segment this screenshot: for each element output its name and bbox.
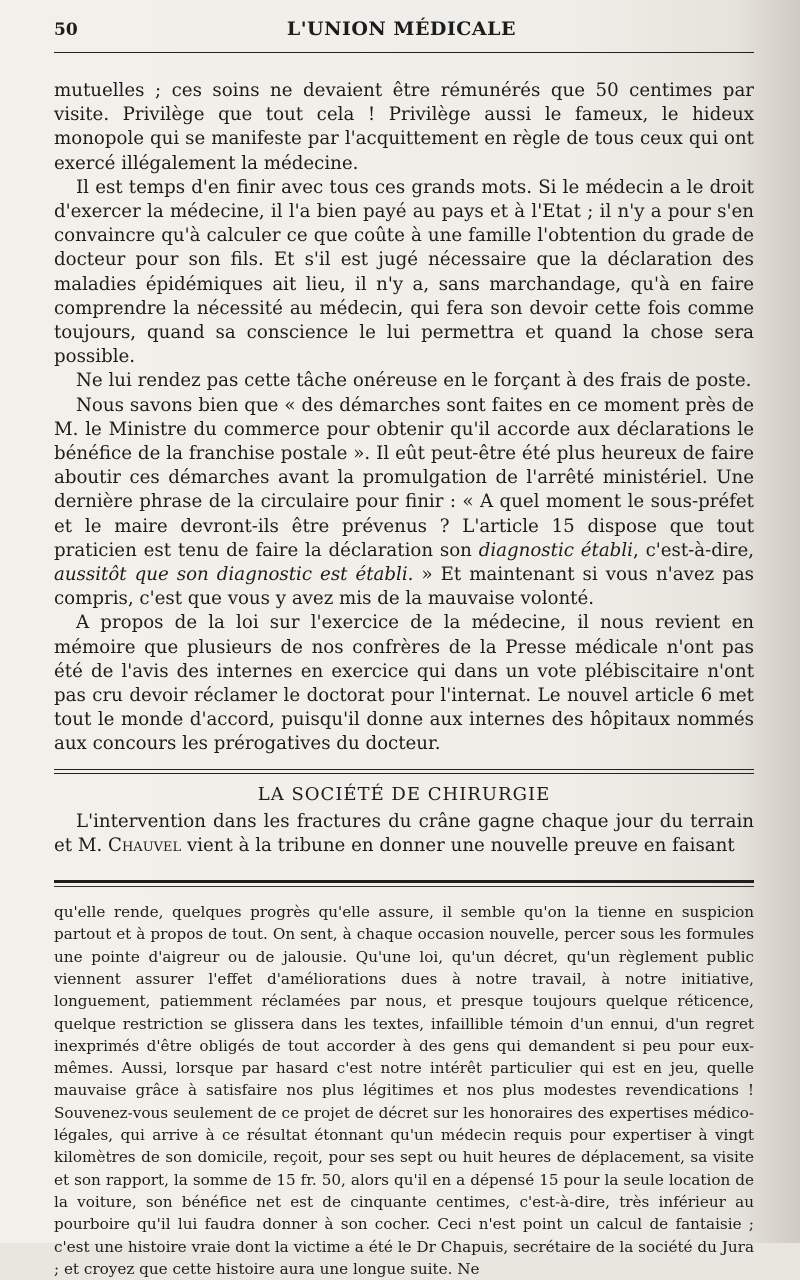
- paragraph-4-part-b: , c'est-à-dire,: [632, 539, 754, 561]
- paragraph-1: mutuelles ; ces soins ne devaient être rémunérés que 50 centimes par visite. Privilège que tout cela ! Privilège aussi le fameux, le hideux monopole qui se manifeste par l'acquittement en règle de tous ceux qui ont exercé illégalement la médecine.: [54, 80, 754, 174]
- paragraph-4-part-a: Nous savons bien que « des démarches sont faites en ce moment près de M. le Ministre du commerce pour obtenir qu'il accorde aux déclarations le bénéfice de la franchise postale ». Il eût peut-être été plus heureux de faire aboutir ces démarches avant la promulgation de l'arrêté ministériel. Une dernière phrase de la circulaire pour finir : « A quel moment le sous-préfet et le maire devront-ils être prévenus ? L'article 15 dispose que tout praticien est tenu de faire la déclaration son: [54, 394, 754, 561]
- paragraph-5: A propos de la loi sur l'exercice de la médecine, il nous revient en mémoire que plusieurs de nos confrères de la Presse médicale n'ont pas été de l'avis des internes en exercice qui dans un vote plébiscitaire n'ont pas cru devoir réclamer le doctorat pour l'internat. Le nouvel article 6 met tout le monde d'accord, puisqu'il donne aux internes des hôpitaux nommés aux concours les prérogatives du docteur.: [54, 612, 754, 755]
- paragraph-2: Il est temps d'en finir avec tous ces grands mots. Si le médecin a le droit d'exercer la médecine, il l'a bien payé au pays et à l'Etat ; il n'y a pour s'en convaincre qu'à calculer ce que coûte à une famille l'obtention du grade de docteur pour son fils. Et s'il est jugé nécessaire que la déclaration des maladies épidémiques ait lieu, il n'y a, sans marchandage, qu'à en faire comprendre la nécessité au médecin, qui fera son devoir cette fois comme toujours, quand sa conscience le lui permettra et quand la chose sera possible.: [54, 176, 754, 368]
- paragraph-4: [54, 394, 754, 612]
- journal-title: L'UNION MÉDICALE: [286, 18, 516, 40]
- footnote: [54, 901, 754, 1280]
- section-body: [54, 810, 754, 858]
- footnote-text: qu'elle rende, quelques progrès qu'elle assure, il semble qu'on la tienne en suspicion partout et à propos de tout. On sent, à chaque occasion nouvelle, percer sous les formules une pointe d'aigreur ou de jalousie. Qu'une loi, qu'un décret, qu'un règlement public viennent assurer l'effet d'améliorations dues à notre travail, à notre initiative, longuement, patiemment réclamées par nous, et presque toujours quelque réticence, quelque restriction se glissera dans les textes, infaillible témoin d'un ennui, d'un regret inexprimés d'être obligés de tout accorder à des gens qui demandent si peu pour eux-mêmes. Aussi, lorsque par hasard c'est notre intérêt particulier qui est en jeu, quelle mauvaise grâce à satisfaire nos plus légitimes et nos plus modestes revendications ! Souvenez-vous seulement de ce projet de décret sur les honoraires des expertises médico-légales, qui arrive à ce résultat étonnant qu'un médecin requis pour expertiser à vingt kilomètres de son domicile, reçoit, pour ses sept ou huit heures de déplacement, sa visite et son rapport, la somme de 15 fr. 50, alors qu'il en a dépensé 15 pour la seule location de la voiture, son bénéfice net est de cinquante centimes, c'est-à-dire, très inférieur au pourboire qu'il lui faudra donner à son cocher. Ceci n'est point un calcul de fantaisie ; c'est une histoire vraie dont la victime a été le Dr Chapuis, secrétaire de la société du Jura ; et croyez que cette histoire aura une longue suite. Ne: [54, 903, 754, 1278]
- header-rule: [54, 52, 754, 53]
- page-number: 50: [54, 20, 78, 40]
- section-paragraph-1-part-a: L'intervention dans les fractures du crâne gagne chaque jour du terrain et M.: [54, 810, 754, 856]
- paragraph-4-italic-2: aussitôt que son diagnostic est établi.: [54, 564, 414, 586]
- page-header: [54, 18, 754, 48]
- section-paragraph-1: [54, 810, 754, 858]
- author-name: Chauvel: [108, 834, 182, 856]
- section-paragraph-1-part-b: vient à la tribune en donner une nouvelle preuve en faisant: [181, 834, 735, 856]
- main-article: [54, 79, 754, 757]
- paragraph-4-italic-1: diagnostic établi: [478, 539, 633, 561]
- section-title: LA SOCIÉTÉ DE CHIRURGIE: [257, 783, 551, 805]
- footnote-rule-thin: [54, 886, 754, 887]
- paragraph-4-part-c: » Et maintenant si vous n'avez pas compris, c'est que vous y avez mis de la mauvaise volonté.: [54, 564, 755, 610]
- section-divider: [54, 769, 754, 774]
- footnote-rule: [54, 880, 754, 883]
- paragraph-3: Ne lui rendez pas cette tâche onéreuse en le forçant à des frais de poste.: [76, 370, 752, 392]
